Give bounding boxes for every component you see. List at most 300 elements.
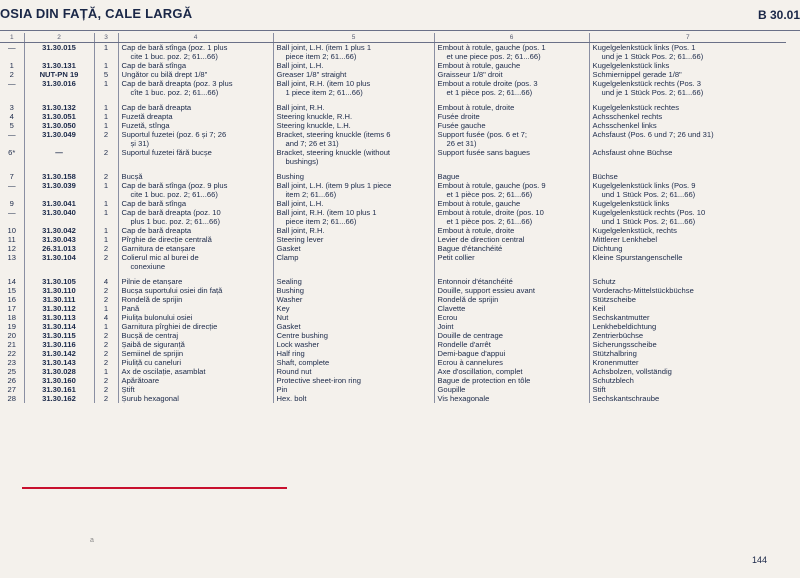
part-number-cell: 26.31.013 [24, 244, 94, 253]
description-line: Axe d'oscillation, complet [437, 367, 523, 376]
description-line: piece item 2; 61...66) [285, 52, 357, 61]
column-numbers-row [0, 33, 786, 43]
quantity-cell: 2 [94, 331, 118, 340]
description-line: et 1 pièce pos. 2; 61...66) [446, 190, 533, 199]
romanian-description-cell [118, 148, 273, 166]
quantity-cell: 2 [94, 130, 118, 148]
romanian-description-cell [118, 97, 273, 112]
english-description-cell [273, 199, 434, 208]
position-cell: 22 [7, 349, 16, 358]
description-line: Kugelgelenkstück rechts (Pos. 10 [592, 208, 706, 217]
romanian-description-cell [118, 304, 273, 313]
description-line: Șurub hexagonal [121, 394, 179, 403]
english-description-cell [273, 130, 434, 148]
description-line: Pană [121, 304, 140, 313]
description-line: Büchse [592, 172, 618, 181]
romanian-description-cell [118, 181, 273, 199]
english-description-cell [273, 304, 434, 313]
table-row [0, 367, 786, 376]
description-line: Kugelgelenkstück links [592, 61, 670, 70]
description-line: Schmiernippel gerade 1/8" [592, 70, 682, 79]
part-number-cell: NUT-PN 19 [24, 70, 94, 79]
table-row [0, 199, 786, 208]
description-line: Petit collier [437, 253, 475, 262]
table-row [0, 331, 786, 340]
romanian-description-cell [118, 313, 273, 322]
quantity-cell: 2 [94, 295, 118, 304]
position-cell: — [7, 208, 16, 217]
part-number-cell: 31.30.111 [24, 295, 94, 304]
english-description-cell [273, 235, 434, 244]
description-line: Cap de bară dreapta (poz. 3 plus [121, 79, 233, 88]
description-line: Bucșă de centraj [121, 331, 179, 340]
romanian-description-cell [118, 43, 273, 62]
german-description-cell [589, 253, 786, 271]
table-row [0, 70, 786, 79]
description-line: Clamp [276, 253, 299, 262]
part-number-cell: 31.30.039 [24, 181, 94, 199]
position-cell: 2 [9, 70, 14, 79]
description-line: Schutzblech [592, 376, 634, 385]
table-row [0, 271, 786, 286]
english-description-cell [273, 322, 434, 331]
description-line: et une piece pos. 2; 61...66) [446, 52, 541, 61]
french-description-cell [434, 358, 589, 367]
column-number: 3 [94, 33, 118, 43]
description-line: Stift [592, 385, 606, 394]
german-description-cell [589, 43, 786, 62]
french-description-cell [434, 286, 589, 295]
description-line: Cap de bară stînga [121, 61, 187, 70]
quantity-cell: 1 [94, 208, 118, 226]
description-line: Embout à rotule, gauche [437, 61, 521, 70]
table-row [0, 97, 786, 112]
description-line: Fuzetă, stînga [121, 121, 170, 130]
german-description-cell [589, 61, 786, 70]
french-description-cell [434, 322, 589, 331]
part-number-cell: 31.30.113 [24, 313, 94, 322]
english-description-cell [273, 271, 434, 286]
description-line: Achsschenkel links [592, 121, 657, 130]
english-description-cell [273, 112, 434, 121]
french-description-cell [434, 244, 589, 253]
description-line: Suportul fuzetei (poz. 6 și 7; 26 [121, 130, 227, 139]
english-description-cell [273, 166, 434, 181]
part-number-cell: 31.30.161 [24, 385, 94, 394]
quantity-cell: 2 [94, 349, 118, 358]
french-description-cell [434, 121, 589, 130]
description-line: Fuzetă dreapta [121, 112, 173, 121]
english-description-cell [273, 79, 434, 97]
description-line: Ball joint, R.H. (item 10 plus [276, 79, 371, 88]
table-row [0, 244, 786, 253]
description-line: Cap de bară stînga [121, 199, 187, 208]
description-line: Lenkhebeldichtung [592, 322, 657, 331]
english-description-cell [273, 43, 434, 62]
description-line: und je 1 Stück Pos. 2; 61...66) [601, 52, 704, 61]
table-row [0, 376, 786, 385]
romanian-description-cell [118, 295, 273, 304]
french-description-cell [434, 226, 589, 235]
part-number-cell: 31.30.104 [24, 253, 94, 271]
french-description-cell [434, 148, 589, 166]
description-line: Schutz [592, 277, 616, 286]
description-line: cite 1 buc. poz. 2; 61...66) [130, 190, 218, 199]
description-line: Semiinel de sprijin [121, 349, 184, 358]
romanian-description-cell [118, 331, 273, 340]
romanian-description-cell [118, 322, 273, 331]
position-cell: — [7, 181, 16, 190]
part-number-cell: 31.30.042 [24, 226, 94, 235]
position-cell: 16 [7, 295, 16, 304]
german-description-cell [589, 244, 786, 253]
table-row [0, 121, 786, 130]
description-line: 1 piece item 2; 61...66) [285, 88, 363, 97]
description-line: piece item 2; 61...66) [285, 217, 357, 226]
table-row [0, 112, 786, 121]
part-number-cell: 31.30.143 [24, 358, 94, 367]
romanian-description-cell [118, 394, 273, 403]
description-line: Rondelă de sprijin [121, 295, 183, 304]
description-line: Fusée droite [437, 112, 480, 121]
part-number-cell: 31.30.115 [24, 331, 94, 340]
description-line: Rondelle d'arrêt [437, 340, 491, 349]
description-line: Ball joint, L.H. [276, 61, 324, 70]
romanian-description-cell [118, 376, 273, 385]
english-description-cell [273, 244, 434, 253]
description-line: Apărătoare [121, 376, 160, 385]
romanian-description-cell [118, 79, 273, 97]
description-line: Entonnoir d'étanchéité [437, 277, 513, 286]
position-cell: — [7, 79, 16, 88]
romanian-description-cell [118, 358, 273, 367]
description-line: bushings) [285, 157, 319, 166]
quantity-cell: 2 [94, 148, 118, 166]
description-line: plus 1 buc. poz. 2; 61...66) [130, 217, 220, 226]
description-line: Protective sheet-iron ring [276, 376, 361, 385]
position-cell: 14 [7, 277, 16, 286]
part-number-cell: 31.30.015 [24, 43, 94, 62]
description-line: Washer [276, 295, 303, 304]
english-description-cell [273, 385, 434, 394]
french-description-cell [434, 331, 589, 340]
description-line: et 1 pièce pos. 2; 61...66) [446, 88, 533, 97]
english-description-cell [273, 394, 434, 403]
description-line: cite 1 buc. poz. 2; 61...66) [130, 52, 218, 61]
description-line: Mittlerer Lenkhebel [592, 235, 658, 244]
english-description-cell [273, 253, 434, 271]
quantity-cell: 1 [94, 199, 118, 208]
part-number-cell: 31.30.142 [24, 349, 94, 358]
description-line: Kugelgelenkstück links (Pos. 9 [592, 181, 696, 190]
german-description-cell [589, 367, 786, 376]
description-line: și 31) [130, 139, 150, 148]
table-row [0, 295, 786, 304]
english-description-cell [273, 286, 434, 295]
table-row [0, 349, 786, 358]
german-description-cell [589, 394, 786, 403]
position-cell: — [7, 130, 16, 139]
description-line: Embout à rotule, droite [437, 103, 515, 112]
romanian-description-cell [118, 166, 273, 181]
position-cell: 10 [7, 226, 16, 235]
description-line: Half ring [276, 349, 305, 358]
romanian-description-cell [118, 130, 273, 148]
description-line: Lock washer [276, 340, 320, 349]
part-number-cell: 31.30.162 [24, 394, 94, 403]
quantity-cell: 2 [94, 358, 118, 367]
description-line: Demi-bague d'appui [437, 349, 506, 358]
description-line: Levier de direction central [437, 235, 525, 244]
french-description-cell [434, 394, 589, 403]
description-line: Steering lever [276, 235, 324, 244]
position-cell: 25 [7, 367, 16, 376]
description-line: Goupille [437, 385, 466, 394]
english-description-cell [273, 331, 434, 340]
description-line: Cap de bară stînga (poz. 1 plus [121, 43, 228, 52]
english-description-cell [273, 376, 434, 385]
description-line: Bracket, steering knuckle (items 6 [276, 130, 391, 139]
description-line: Embout à rotule, droite [437, 226, 515, 235]
german-description-cell [589, 130, 786, 148]
description-line: conexiune [130, 262, 166, 271]
description-line: Kronenmutter [592, 358, 639, 367]
description-line: Șaibă de siguranță [121, 340, 185, 349]
french-description-cell [434, 376, 589, 385]
quantity-cell: 5 [94, 70, 118, 79]
description-line: Ecrou [437, 313, 458, 322]
quantity-cell: 1 [94, 367, 118, 376]
description-line: Embout à rotule, gauche [437, 199, 521, 208]
description-line: Nut [276, 313, 289, 322]
table-row [0, 226, 786, 235]
description-line: Colierul mic al burei de [121, 253, 199, 262]
description-line: Embout à rotule, droite (pos. 10 [437, 208, 544, 217]
description-line: Embout à rotule, gauche (pos. 9 [437, 181, 546, 190]
english-description-cell [273, 70, 434, 79]
french-description-cell [434, 61, 589, 70]
part-number-cell: 31.30.105 [24, 271, 94, 286]
romanian-description-cell [118, 286, 273, 295]
german-description-cell [589, 322, 786, 331]
part-number-cell: 31.30.158 [24, 166, 94, 181]
description-line: Key [276, 304, 290, 313]
description-line: Douille, support essieu avant [437, 286, 536, 295]
french-description-cell [434, 340, 589, 349]
quantity-cell: 1 [94, 235, 118, 244]
german-description-cell [589, 385, 786, 394]
english-description-cell [273, 295, 434, 304]
description-line: Kugelgelenkstück, rechts [592, 226, 677, 235]
position-cell: 6* [8, 148, 16, 157]
description-line: Bushing [276, 172, 304, 181]
french-description-cell [434, 385, 589, 394]
german-description-cell [589, 349, 786, 358]
description-line: Kugelgelenkstück links [592, 199, 670, 208]
description-line: Sealing [276, 277, 302, 286]
english-description-cell [273, 181, 434, 199]
description-line: Kugelgelenkstück rechts (Pos. 3 [592, 79, 701, 88]
description-line: Hex. bolt [276, 394, 307, 403]
table-row [0, 208, 786, 226]
description-line: und je 1 Stück Pos. 2; 61...66) [601, 88, 704, 97]
position-cell: 15 [7, 286, 16, 295]
description-line: Steering knuckle, R.H. [276, 112, 353, 121]
english-description-cell [273, 367, 434, 376]
description-line: Garnitura de etanșare [121, 244, 196, 253]
quantity-cell: 1 [94, 97, 118, 112]
german-description-cell [589, 304, 786, 313]
description-line: Achsbolzen, vollständig [592, 367, 672, 376]
quantity-cell: 1 [94, 304, 118, 313]
french-description-cell [434, 367, 589, 376]
position-cell: 13 [7, 253, 16, 262]
quantity-cell: 1 [94, 61, 118, 70]
quantity-cell: 2 [94, 286, 118, 295]
quantity-cell: 2 [94, 244, 118, 253]
description-line: Cap de bară dreapta [121, 226, 192, 235]
quantity-cell: 2 [94, 385, 118, 394]
quantity-cell: 1 [94, 121, 118, 130]
description-line: Sechskantmutter [592, 313, 650, 322]
german-description-cell [589, 295, 786, 304]
section-code: B 30.01 [757, 8, 800, 22]
description-line: Embout a rotule droite (pos. 3 [437, 79, 538, 88]
french-description-cell [434, 97, 589, 112]
table-row [0, 286, 786, 295]
french-description-cell [434, 253, 589, 271]
quantity-cell: 2 [94, 340, 118, 349]
parts-table [0, 33, 786, 403]
quantity-cell: 1 [94, 43, 118, 62]
description-line: Douille de centrage [437, 331, 503, 340]
part-number-cell: 31.30.110 [24, 286, 94, 295]
description-line: Stützhalbring [592, 349, 637, 358]
description-line: Bucșa suportului osiei din față [121, 286, 223, 295]
position-cell: 23 [7, 358, 16, 367]
description-line: Bracket, steering knuckle (without [276, 148, 391, 157]
description-line: Sechskantschraube [592, 394, 660, 403]
description-line: Pilnie de etanșare [121, 277, 183, 286]
french-description-cell [434, 43, 589, 62]
quantity-cell: 1 [94, 112, 118, 121]
part-number-cell: 31.30.051 [24, 112, 94, 121]
romanian-description-cell [118, 208, 273, 226]
french-description-cell [434, 235, 589, 244]
column-number: 7 [589, 33, 786, 43]
part-number-cell: 31.30.041 [24, 199, 94, 208]
table-row [0, 181, 786, 199]
romanian-description-cell [118, 70, 273, 79]
romanian-description-cell [118, 244, 273, 253]
english-description-cell [273, 61, 434, 70]
position-cell: 19 [7, 322, 16, 331]
description-line: Ungător cu bilă drept 1/8" [121, 70, 208, 79]
table-row [0, 166, 786, 181]
description-line: Ball joint, R.H. (item 10 plus 1 [276, 208, 377, 217]
table-row [0, 235, 786, 244]
description-line: Bucșă [121, 172, 143, 181]
english-description-cell [273, 97, 434, 112]
position-cell: 7 [9, 172, 14, 181]
french-description-cell [434, 181, 589, 199]
part-number-cell: 31.30.131 [24, 61, 94, 70]
german-description-cell [589, 148, 786, 166]
quantity-cell: 1 [94, 226, 118, 235]
table-row [0, 253, 786, 271]
column-number: 4 [118, 33, 273, 43]
part-number-cell: 31.30.040 [24, 208, 94, 226]
description-line: Ball joint, L.H. (item 1 plus 1 [276, 43, 372, 52]
description-line: Știft [121, 385, 135, 394]
quantity-cell: 2 [94, 376, 118, 385]
part-number-cell: 31.30.028 [24, 367, 94, 376]
part-number-cell: 31.30.114 [24, 322, 94, 331]
description-line: Zentrierbüchse [592, 331, 644, 340]
quantity-cell: 2 [94, 166, 118, 181]
header-divider [0, 30, 800, 31]
part-number-cell: 31.30.016 [24, 79, 94, 97]
french-description-cell [434, 304, 589, 313]
position-cell: 17 [7, 304, 16, 313]
french-description-cell [434, 166, 589, 181]
description-line: Sicherungsscheibe [592, 340, 657, 349]
description-line: Cap de bară stînga (poz. 9 plus [121, 181, 228, 190]
description-line: Steering knuckle, L.H. [276, 121, 351, 130]
quantity-cell: 1 [94, 79, 118, 97]
part-number-cell: 31.30.050 [24, 121, 94, 130]
position-cell: 18 [7, 313, 16, 322]
description-line: Bague de protection en tôle [437, 376, 531, 385]
part-number-cell: 31.30.132 [24, 97, 94, 112]
quantity-cell: 4 [94, 271, 118, 286]
description-line: Round nut [276, 367, 312, 376]
german-description-cell [589, 271, 786, 286]
german-description-cell [589, 121, 786, 130]
position-cell: 3 [9, 103, 14, 112]
table-row [0, 358, 786, 367]
description-line: Centre bushing [276, 331, 329, 340]
description-line: 26 et 31) [446, 139, 477, 148]
part-number-cell: 31.30.112 [24, 304, 94, 313]
description-line: Fusée gauche [437, 121, 486, 130]
description-line: Graisseur 1/8" droit [437, 70, 503, 79]
table-row [0, 322, 786, 331]
french-description-cell [434, 295, 589, 304]
german-description-cell [589, 199, 786, 208]
part-number-cell: 31.30.049 [24, 130, 94, 148]
description-line: Vorderachs-Mittelstückbüchse [592, 286, 694, 295]
romanian-description-cell [118, 112, 273, 121]
part-number-cell: — [24, 148, 94, 166]
table-row [0, 43, 786, 62]
table-row [0, 130, 786, 148]
part-number-cell: 31.30.116 [24, 340, 94, 349]
table-row [0, 304, 786, 313]
quantity-cell: 4 [94, 313, 118, 322]
german-description-cell [589, 79, 786, 97]
description-line: Stützscheibe [592, 295, 636, 304]
german-description-cell [589, 331, 786, 340]
description-line: Kugelgelenkstück rechtes [592, 103, 680, 112]
position-cell: 1 [9, 61, 14, 70]
description-line: Ball joint, R.H. [276, 226, 325, 235]
description-line: Ball joint, R.H. [276, 103, 325, 112]
romanian-description-cell [118, 199, 273, 208]
quantity-cell: 2 [94, 253, 118, 271]
description-line: Gasket [276, 244, 301, 253]
description-line: Bague d'étanchéité [437, 244, 503, 253]
